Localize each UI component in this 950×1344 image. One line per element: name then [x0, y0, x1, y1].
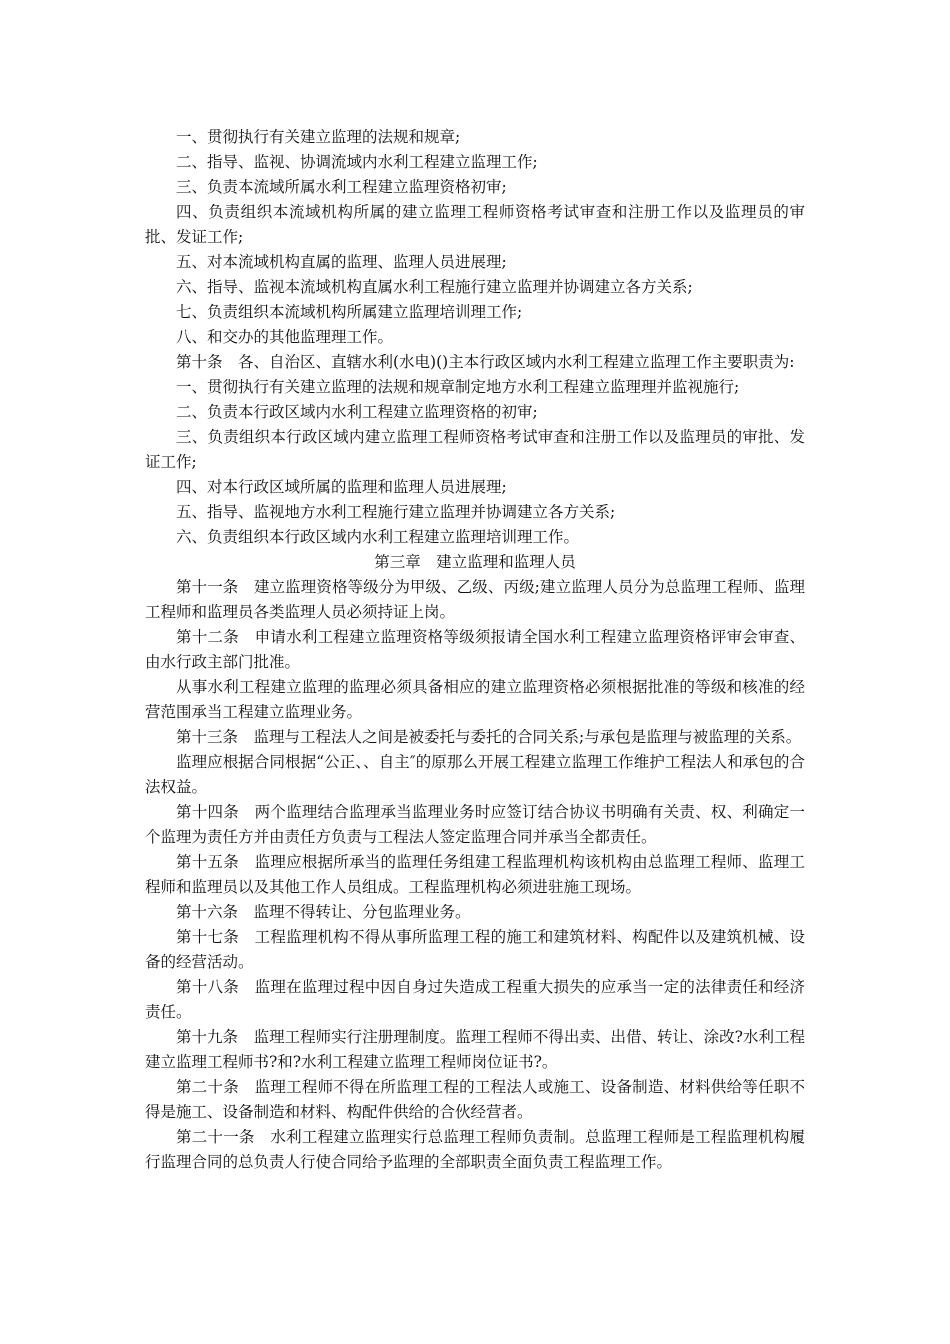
paragraph-duty-4: 四、负责组织本流域机构所属的建立监理工程师资格考试审查和注册工作以及监理员的审批、发证工作; — [145, 203, 805, 246]
paragraph-duty-6: 六、指导、监视本流域机构直属水利工程施行建立监理并协调建立各方关系; — [176, 278, 693, 296]
article-10: 第十条 各、自治区、直辖水利(水电)()主本行政区域内水利工程建立监理工作主要职责为: — [176, 353, 795, 371]
paragraph-provincial-duty-6: 六、负责组织本行政区域内水利工程建立监理培训理工作。 — [176, 528, 580, 546]
document-body — [145, 125, 805, 1175]
article-18: 第十八条 监理在监理过程中因自身过失造成工程重大损失的应承当一定的法律责任和经济责任。 — [145, 978, 805, 1021]
article-12: 第十二条 申请水利工程建立监理资格等级须报请全国水利工程建立监理资格评审会审查、由水行政主部门批准。 — [145, 628, 805, 671]
paragraph-duty-3: 三、负责本流域所属水利工程建立监理资格初审; — [176, 178, 507, 196]
paragraph-provincial-duty-2: 二、负责本行政区域内水利工程建立监理资格的初审; — [176, 403, 538, 421]
paragraph-duty-7: 七、负责组织本流域机构所属建立监理培训理工作; — [176, 303, 523, 321]
article-21: 第二十一条 水利工程建立监理实行总监理工程师负责制。总监理工程师是工程监理机构履行监理合同的总负责人行使合同给予监理的全部职责全面负责工程监理工作。 — [145, 1128, 805, 1171]
paragraph-duty-1: 一、贯彻执行有关建立监理的法规和规章; — [176, 128, 461, 146]
article-11: 第十一条 建立监理资格等级分为甲级、乙级、丙级;建立监理人员分为总监理工程师、监理工程师和监理员各类监理人员必须持证上岗。 — [145, 578, 805, 621]
chapter-heading: 第三章 建立监理和监理人员 — [374, 553, 576, 571]
paragraph-provincial-duty-5: 五、指导、监视地方水利工程施行建立监理并协调建立各方关系; — [176, 503, 616, 521]
article-14: 第十四条 两个监理结合监理承当监理业务时应签订结合协议书明确有关责、权、利确定一个监理为责任方并由责任方负责与工程法人签定监理合同并承当全都责任。 — [145, 803, 805, 846]
paragraph-duty-2: 二、指导、监视、协调流域内水利工程建立监理工作; — [176, 153, 538, 171]
paragraph-provincial-duty-1: 一、贯彻执行有关建立监理的法规和规章制定地方水利工程建立监理理并监视施行; — [176, 378, 740, 396]
article-20: 第二十条 监理工程师不得在所监理工程的工程法人或施工、设备制造、材料供给等任职不得是施工、设备制造和材料、构配件供给的合伙经营者。 — [145, 1078, 805, 1121]
article-19: 第十九条 监理工程师实行注册理制度。监理工程师不得出卖、出借、转让、涂改?水利工程建立监理工程师书?和?水利工程建立监理工程师岗位证书?。 — [145, 1028, 805, 1071]
article-12-paragraph-2: 从事水利工程建立监理的监理必须具备相应的建立监理资格必须根据批准的等级和核准的经营范围承当工程建立监理业务。 — [145, 678, 805, 721]
article-17: 第十七条 工程监理机构不得从事所监理工程的施工和建筑材料、构配件以及建筑机械、设备的经营活动。 — [145, 928, 805, 971]
article-13: 第十三条 监理与工程法人之间是被委托与委托的合同关系;与承包是监理与被监理的关系。 — [176, 728, 802, 746]
paragraph-duty-5: 五、对本流域机构直属的监理、监理人员进展理; — [176, 253, 507, 271]
article-15: 第十五条 监理应根据所承当的监理任务组建工程监理机构该机构由总监理工程师、监理工程师和监理员以及其他工作人员组成。工程监理机构必须进驻施工现场。 — [145, 853, 805, 896]
paragraph-provincial-duty-3: 三、负责组织本行政区域内建立监理工程师资格考试审查和注册工作以及监理员的审批、发证工作; — [145, 428, 805, 471]
paragraph-provincial-duty-4: 四、对本行政区域所属的监理和监理人员进展理; — [176, 478, 507, 496]
paragraph-duty-8: 八、和交办的其他监理理工作。 — [176, 328, 394, 346]
article-13-paragraph-2: 监理应根据合同根据“公正、、自主″的原那么开展工程建立监理工作维护工程法人和承包的合法权益。 — [145, 753, 805, 796]
article-16: 第十六条 监理不得转让、分包监理业务。 — [176, 903, 471, 921]
